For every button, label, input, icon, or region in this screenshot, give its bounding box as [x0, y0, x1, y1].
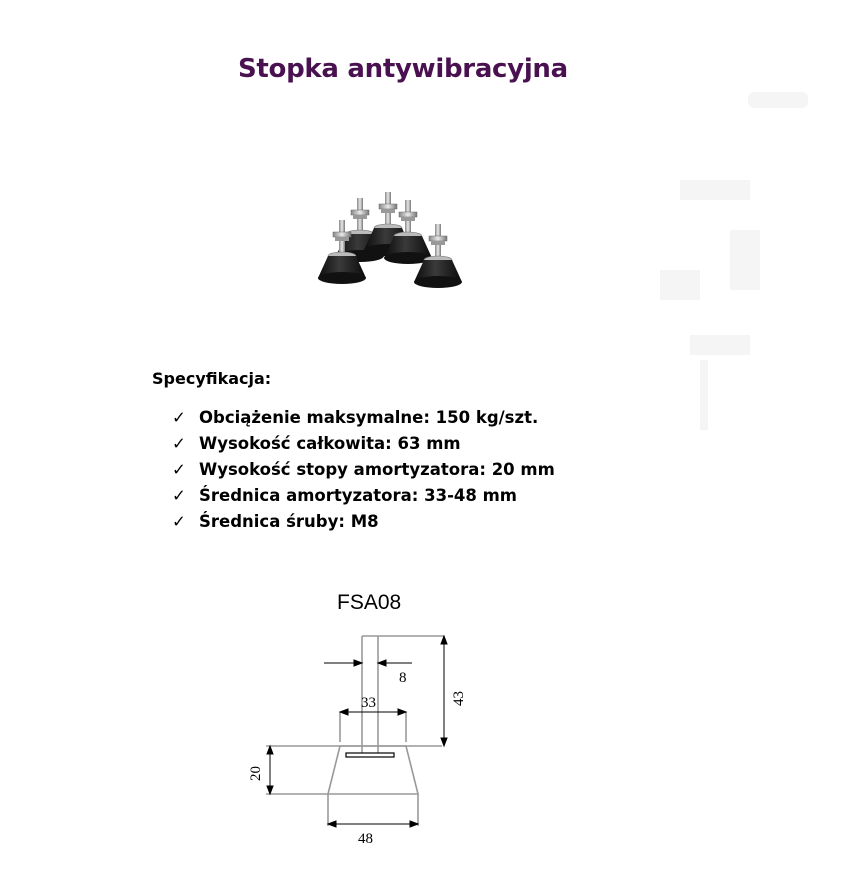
product-photo [308, 178, 484, 290]
spec-item-text: Obciążenie maksymalne: 150 kg/szt. [199, 408, 539, 427]
spec-item-text: Wysokość stopy amortyzatora: 20 mm [199, 460, 555, 479]
dim-bolt: 8 [399, 670, 407, 686]
technical-drawing [236, 626, 476, 856]
background-watermark [640, 80, 820, 440]
page-title: Stopka antywibracyjna [238, 54, 568, 84]
list-item [172, 509, 555, 535]
check-icon: ✓ [172, 434, 186, 453]
dim-foot-height: 20 [248, 766, 264, 781]
spec-list [172, 405, 555, 535]
list-item [172, 483, 555, 509]
spec-item-text: Średnica amortyzatora: 33-48 mm [199, 486, 518, 505]
spec-item-text: Średnica śruby: M8 [199, 512, 379, 531]
check-icon: ✓ [172, 512, 186, 531]
drawing-model-label: FSA08 [337, 591, 402, 614]
check-icon: ✓ [172, 408, 186, 427]
list-item [172, 431, 555, 457]
spec-item-text: Wysokość całkowita: 63 mm [199, 434, 461, 453]
check-icon: ✓ [172, 486, 186, 505]
dim-top-width: 33 [361, 695, 376, 711]
list-item [172, 405, 555, 431]
dim-height-upper: 43 [451, 691, 467, 706]
list-item [172, 457, 555, 483]
spec-heading: Specyfikacja: [152, 369, 272, 388]
dim-base-width: 48 [358, 831, 373, 847]
check-icon: ✓ [172, 460, 186, 479]
